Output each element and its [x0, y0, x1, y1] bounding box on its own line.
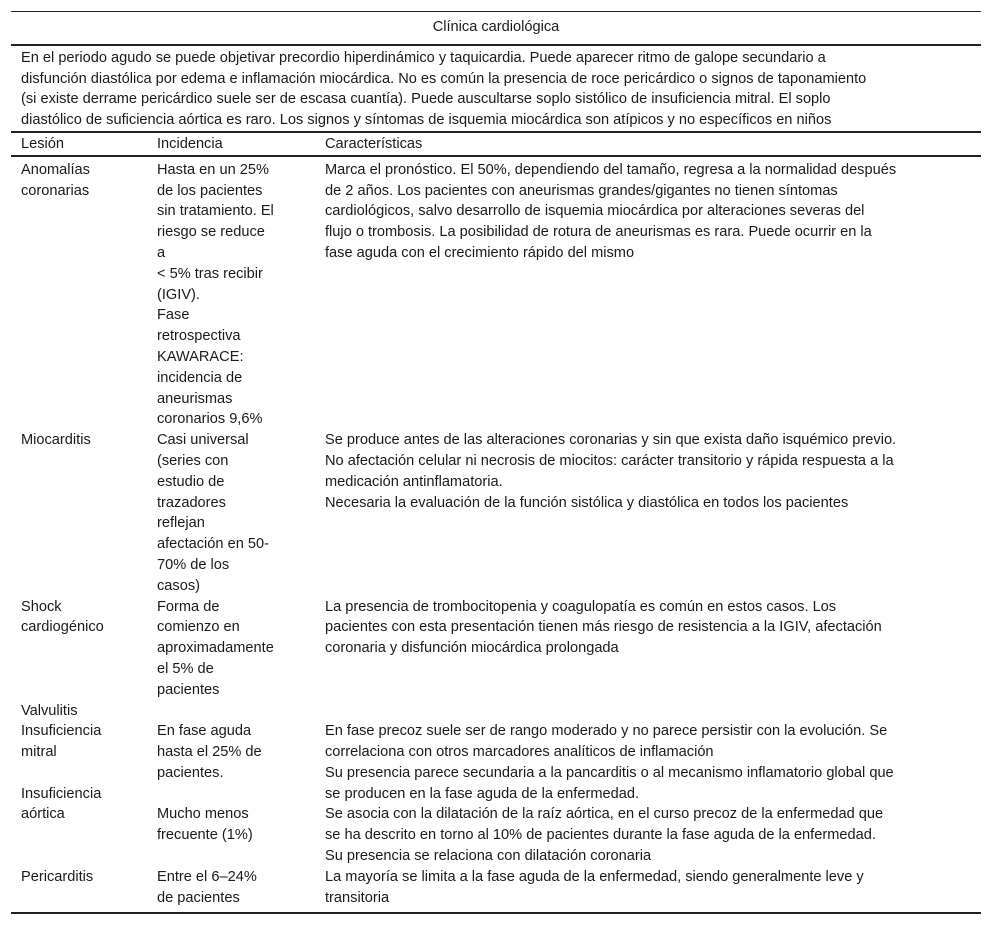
intro-text: En el periodo agudo se puede objetivar precordio hiperdinámico y taquicardia. Puede aparecer ritmo de galope secundario a disfunción diastólica por edema e inflamación miocárdica. No es común la presencia de roce pericárdico o signos de taponamiento (si existe derrame pericárdico suele ser de escasa cuantía). Puede auscultarse soplo sistólico de insuficiencia mitral. El soplo diastólico de suficiencia aórtica es raro. Los signos y síntomas de isquemia miocárdica son atípicos y no específicos en niños	[11, 45, 981, 132]
incidencia-cell: Entre el 6–24% de pacientes	[147, 867, 315, 914]
incidencia-cell: Hasta en un 25% de los pacientes sin tratamiento. El riesgo se reduce a < 5% tras recibir (IGIV). Fase retrospectiva KAWARACE: incidencia de aneurismas coronarios 9,6%	[157, 161, 274, 428]
caracteristicas-cell: La mayoría se limita a la fase aguda de la enfermedad, siendo generalmente leve y transitoria	[315, 867, 981, 914]
incidencia-cell: Casi universal (series con estudio de trazadores reflejan afectación en 50- 70% de los casos)	[157, 432, 269, 594]
caracteristicas-cell: Marca el pronóstico. El 50%, dependiendo del tamaño, regresa a la normalidad después de 2 años. Los pacientes con aneurismas grandes/gigantes no tienen síntomas cardiológicos, salvo desarrollo de isquemia miocárdica por alteraciones severas del flujo o trombosis. La posibilidad de rotura de aneurismas es rara. Puede ocurrir en la fase aguda con el crecimiento rápido del mismo	[325, 161, 897, 261]
clinica-cardiologica-table	[11, 11, 981, 914]
table-row	[11, 721, 981, 867]
incidencia-cell: Forma de comienzo en aproximadamente el 5% de pacientes	[157, 598, 274, 698]
table-row	[11, 867, 981, 914]
table-row	[11, 430, 981, 596]
caracteristicas-cell: Se produce antes de las alteraciones coronarias y sin que exista daño isquémico previo. No afectación celular ni necrosis de miocitos: carácter transitorio y rápida respuesta a la medicación antinflamatoria. Necesaria la evaluación de la función sistólica y diastólica en todos los pacientes	[325, 432, 897, 511]
lesion-cell: Miocarditis	[21, 432, 91, 449]
header-lesion: Lesión	[11, 132, 147, 156]
lesion-cell: Pericarditis	[11, 867, 147, 914]
lesion-cell: Anomalías coronarias	[21, 161, 90, 199]
table-row	[11, 156, 981, 430]
header-incidencia: Incidencia	[147, 132, 315, 156]
header-caracteristicas: Características	[315, 132, 981, 156]
caracteristicas-cell: La presencia de trombocitopenia y coagulopatía es común en estos casos. Los pacientes con esta presentación tienen más riesgo de resistencia a la IGIV, afectación coronaria y disfunción miocárdica prolongada	[325, 598, 882, 657]
lesion-cell: Valvulitis	[21, 702, 78, 719]
table-row	[11, 701, 981, 722]
incidencia-cell	[147, 701, 315, 722]
caracteristicas-cell	[315, 701, 981, 722]
lesion-cell: Shock cardiogénico	[21, 598, 104, 636]
caracteristicas-cell: En fase precoz suele ser de rango moderado y no parece persistir con la evolución. Se correlaciona con otros marcadores analíticos de inflamación Su presencia parece secundaria a la pancarditis o al mecanismo inflamatorio global que se producen en la fase aguda de la enfermedad. Se asocia con la dilatación de la raíz aórtica, en el curso precoz de la enfermedad que se ha descrito en torno al 10% de pacientes durante la fase aguda de la enfermedad. Su presencia se relaciona con dilatación coronaria	[325, 723, 894, 865]
table-row	[11, 597, 981, 701]
lesion-cell: Insuficiencia mitral Insuficiencia aórtica	[21, 723, 102, 823]
table-title: Clínica cardiológica	[11, 12, 981, 45]
incidencia-cell: En fase aguda hasta el 25% de pacientes. Mucho menos frecuente (1%)	[157, 723, 262, 844]
